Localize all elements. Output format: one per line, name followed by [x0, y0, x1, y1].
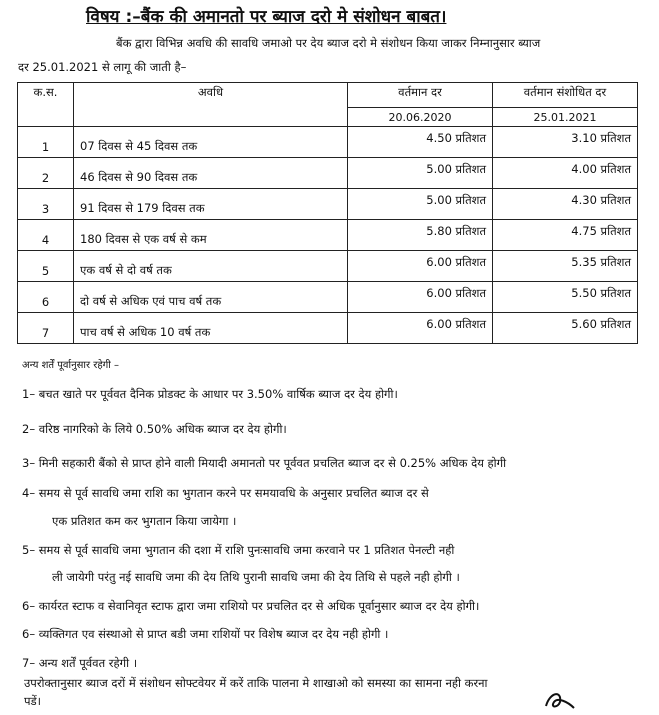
table-row — [18, 189, 638, 220]
row-revised-rate: 5.60 प्रतिशत — [493, 313, 638, 344]
note-6b: 6– व्यक्तिगत एव संस्थाओ से प्राप्त बडी जमा राशियों पर विशेष ब्याज दर देय नही होगी । — [22, 627, 389, 641]
note-4: 4– समय से पूर्व सावधि जमा राशि का भुगतान करने पर समयावधि के अनुसार प्रचलित ब्याज दर से — [22, 486, 429, 500]
note-3: 3– मिनी सहकारी बैंको से प्राप्त होने वाली मियादी अमानतो पर पूर्ववत प्रचलित ब्याज दर से 0.25% अधिक देय होगी — [22, 456, 507, 470]
row-current-rate: 6.00 प्रतिशत — [348, 282, 493, 313]
note-5: 5– समय से पूर्व सावधि जमा भुगतान की दशा में राशि पुनःसावधि जमा करवाने पर 1 प्रतिशत पेनल्टी नही — [22, 543, 455, 557]
row-current-rate: 5.80 प्रतिशत — [348, 220, 493, 251]
row-revised-rate: 4.30 प्रतिशत — [493, 189, 638, 220]
note-2: 2– वरिष्ठ नागरिको के लिये 0.50% अधिक ब्याज दर देय होगी। — [22, 422, 287, 436]
row-sn: 3 — [18, 189, 74, 220]
note-7: 7– अन्य शर्तें पूर्ववत रहेगी । — [22, 656, 138, 670]
header-current-rate: वर्तमान दर — [348, 83, 493, 108]
note-1: 1– बचत खाते पर पूर्ववत दैनिक प्रोडक्ट के आधार पर 3.50% वार्षिक ब्याज दर देय होगी। — [22, 387, 398, 401]
row-period: पाच वर्ष से अधिक 10 वर्ष तक — [74, 313, 348, 344]
header-period: अवधि — [74, 83, 348, 127]
notes-heading: अन्य शर्तें पूर्वानुसार रहेगी – — [22, 360, 120, 371]
row-period: एक वर्ष से दो वर्ष तक — [74, 251, 348, 282]
row-sn: 7 — [18, 313, 74, 344]
table-row — [18, 251, 638, 282]
row-revised-rate: 3.10 प्रतिशत — [493, 127, 638, 158]
row-period: 07 दिवस से 45 दिवस तक — [74, 127, 348, 158]
table-row — [18, 282, 638, 313]
row-revised-rate: 5.35 प्रतिशत — [493, 251, 638, 282]
row-sn: 1 — [18, 127, 74, 158]
intro-line-2: दर 25.01.2021 से लागू की जाती है– — [18, 60, 187, 74]
subject-heading: विषय :–बैंक की अमानतो पर ब्याज दरो मे संशोधन बाबत। — [86, 7, 447, 27]
row-period: दो वर्ष से अधिक एवं पाच वर्ष तक — [74, 282, 348, 313]
row-sn: 5 — [18, 251, 74, 282]
row-sn: 4 — [18, 220, 74, 251]
row-sn: 6 — [18, 282, 74, 313]
row-revised-rate: 4.75 प्रतिशत — [493, 220, 638, 251]
row-revised-rate: 5.50 प्रतिशत — [493, 282, 638, 313]
note-6: 6– कार्यरत स्टाफ व सेवानिवृत स्टाफ द्वारा जमा राशियो पर प्रचलित दर से अधिक पूर्वानुसार ब्याज दर देय होगी। — [22, 599, 480, 613]
row-current-rate: 4.50 प्रतिशत — [348, 127, 493, 158]
intro-line-1: बैंक द्वारा विभिन्न अवधि की सावधि जमाओ पर देय ब्याज दरो मे संशोधन किया जाकर निम्नानुसार ब्याज — [116, 36, 541, 50]
note-5-continued: ली जायेगी परंतु नई सावधि जमा की देय तिथि पुरानी सावधि जमा की देय तिथि से पहले नही होगी । — [52, 570, 460, 584]
table-row — [18, 220, 638, 251]
row-period: 180 दिवस से एक वर्ष से कम — [74, 220, 348, 251]
note-4-continued: एक प्रतिशत कम कर भुगतान किया जायेगा । — [52, 514, 237, 528]
row-current-rate: 6.00 प्रतिशत — [348, 313, 493, 344]
signature-mark — [540, 688, 580, 712]
row-current-rate: 5.00 प्रतिशत — [348, 189, 493, 220]
closing-line-continued: पडें। — [24, 694, 42, 708]
header-current-date: 20.06.2020 — [348, 108, 493, 127]
row-period: 46 दिवस से 90 दिवस तक — [74, 158, 348, 189]
row-sn: 2 — [18, 158, 74, 189]
row-current-rate: 5.00 प्रतिशत — [348, 158, 493, 189]
table-header-row — [18, 83, 638, 108]
table-row — [18, 127, 638, 158]
header-sn: क.स. — [18, 83, 74, 127]
row-period: 91 दिवस से 179 दिवस तक — [74, 189, 348, 220]
table-row — [18, 313, 638, 344]
closing-line: उपरोक्तानुसार ब्याज दरों में संशोधन सोफ्टवेयर में करें ताकि पालना मे शाखाओ को समस्या का सामना नही करना — [24, 676, 488, 690]
row-current-rate: 6.00 प्रतिशत — [348, 251, 493, 282]
row-revised-rate: 4.00 प्रतिशत — [493, 158, 638, 189]
header-revised-rate: वर्तमान संशोधित दर — [493, 83, 638, 108]
interest-rate-table — [17, 82, 638, 344]
header-revised-date: 25.01.2021 — [493, 108, 638, 127]
table-row — [18, 158, 638, 189]
